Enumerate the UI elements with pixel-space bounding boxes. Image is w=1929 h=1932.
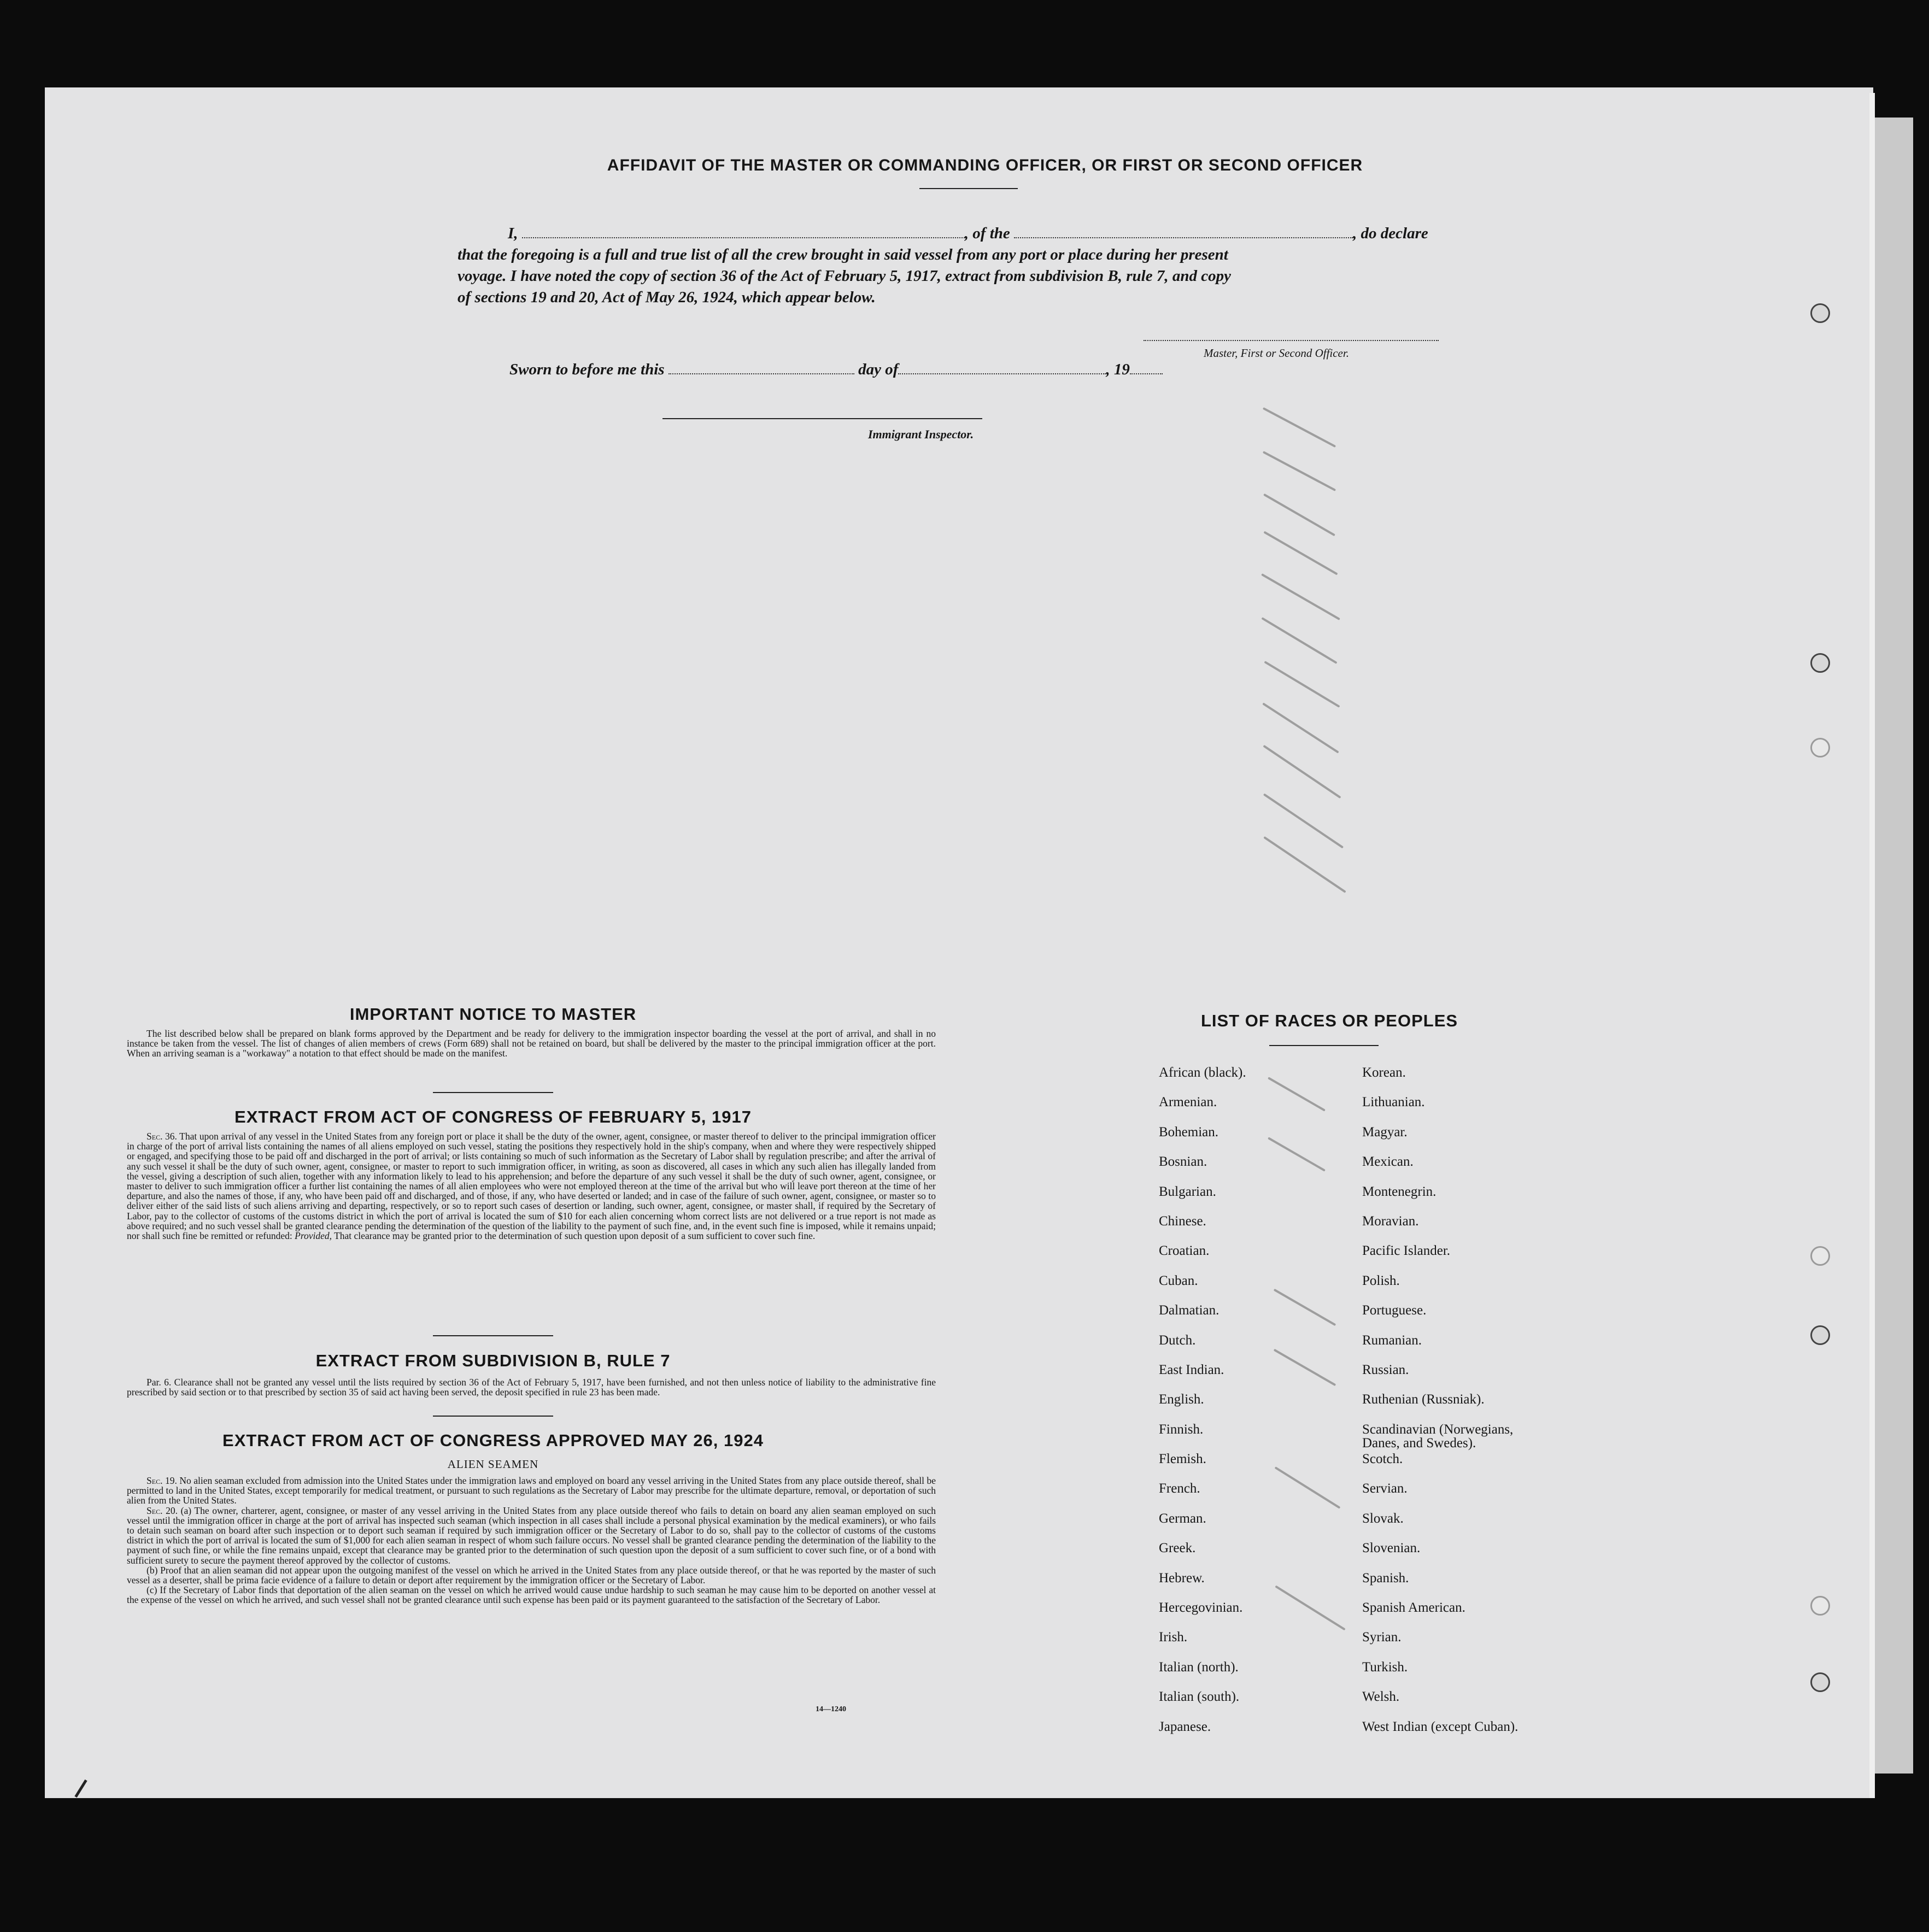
races-left-column (1159, 1066, 1367, 1749)
extract-rule7-heading: EXTRACT FROM SUBDIVISION B, RULE 7 (315, 1351, 671, 1370)
punch-hole (1810, 1325, 1830, 1345)
notice-heading: IMPORTANT NOTICE TO MASTER (349, 1005, 637, 1024)
race-item: Flemish. (1159, 1452, 1206, 1467)
race-item: Dalmatian. (1159, 1303, 1219, 1318)
affidavit-line-1 (458, 223, 1526, 244)
race-item: Italian (north). (1159, 1659, 1239, 1675)
punch-hole (1810, 738, 1830, 757)
punch-hole (1810, 303, 1830, 323)
section-19-label: Sec. 19. (146, 1475, 177, 1486)
extract-1917-heading: EXTRACT FROM ACT OF CONGRESS OF FEBRUARY 5, 1917 (234, 1107, 752, 1126)
race-item: Lithuanian. (1362, 1095, 1425, 1110)
race-item: Slovenian. (1362, 1541, 1421, 1556)
race-item: Bosnian. (1159, 1154, 1207, 1170)
inspector-signature-line[interactable] (662, 418, 982, 419)
sworn-day-blank[interactable] (669, 373, 854, 374)
race-item: Moravian. (1362, 1213, 1419, 1229)
punch-hole (1810, 653, 1830, 673)
race-item: Bulgarian. (1159, 1184, 1216, 1199)
extract-rule7-rule (433, 1416, 553, 1417)
of-the-label: , of the (964, 225, 1010, 242)
race-item: Scandinavian (Norwegians, Danes, and Swedes). (1362, 1422, 1514, 1451)
races-right-column (1362, 1066, 1646, 1749)
affidavit-heading-rule (919, 188, 1018, 189)
pencil-stroke (1263, 745, 1341, 798)
section-20c-paragraph: (c) If the Secretary of Labor finds that deportation of the alien seaman on the vessel on which he arrived would cause undue hardship to such seaman he may cause him to be deported on another vessel at the expense of the vessel on which he arrived, and such vessel shall not be granted clearance until such expense has been paid or its payment guaranteed to the satisfaction of the Secretary of Labor. (127, 1584, 936, 1606)
vessel-blank[interactable] (1014, 237, 1353, 238)
race-item: Russian. (1362, 1362, 1409, 1377)
race-item: East Indian. (1159, 1362, 1224, 1377)
race-item: Montenegrin. (1362, 1184, 1437, 1199)
race-item: Syrian. (1362, 1630, 1402, 1645)
race-item: Ruthenian (Russniak). (1362, 1392, 1485, 1407)
race-item: English. (1159, 1392, 1204, 1407)
affidavit-line-2: that the foregoing is a full and true list of all the crew brought in said vessel from any port or place during her present (458, 246, 1228, 263)
signature-caption: Master, First or Second Officer. (1204, 347, 1349, 360)
day-of-label: day of (858, 361, 899, 378)
pencil-stroke (1262, 702, 1339, 753)
document-page (45, 87, 1873, 1798)
race-item: Servian. (1362, 1481, 1408, 1496)
race-item: Portuguese. (1362, 1303, 1427, 1318)
race-item: Rumanian. (1362, 1332, 1422, 1348)
notice-rule (433, 1092, 553, 1093)
race-item: Spanish. (1362, 1570, 1409, 1585)
alien-seamen-subheading: ALIEN SEAMEN (447, 1458, 539, 1471)
race-item: Scotch. (1362, 1452, 1403, 1467)
race-item: Finnish. (1159, 1422, 1204, 1437)
race-item: African (black). (1159, 1065, 1246, 1080)
sworn-line (509, 361, 1163, 379)
paragraph-6: Par. 6. Clearance shall not be granted any vessel until the lists required by section 36 of the Act of February 5, 1917, have been furnished, and not then unless notice of liability to the administrative fine prescribed by said section or to that prescribed by section 35 of said act having been served, the deposit specified in rule 23 has been made. (127, 1377, 936, 1398)
section-20b-paragraph: (b) Proof that an alien seaman did not appear upon the outgoing manifest of the vessel on which he arrived in the United States from any place outside thereof, or that he was reported by the master of such vessel as a deserter, shall be prima facie evidence of a failure to detain or deport after requirement by the immigration officer or the Secretary of Labor. (127, 1564, 936, 1586)
race-item: Hercegovinian. (1159, 1600, 1243, 1616)
race-item: Hebrew. (1159, 1570, 1205, 1585)
race-item: Armenian. (1159, 1095, 1217, 1110)
pencil-stroke (1263, 531, 1338, 576)
affidavit-line-3: voyage. I have noted the copy of section 36 of the Act of February 5, 1917, extract from subdivision B, rule 7, and copy (458, 267, 1231, 285)
pencil-mark (74, 1780, 87, 1798)
extract-1924-heading: EXTRACT FROM ACT OF CONGRESS APPROVED MAY 26, 1924 (222, 1431, 764, 1450)
race-item: Croatian. (1159, 1243, 1210, 1259)
extract-1917-body (127, 1131, 936, 1241)
race-item: Polish. (1362, 1273, 1400, 1288)
pencil-stroke (1263, 494, 1335, 536)
punch-hole (1810, 1596, 1830, 1616)
name-blank[interactable] (522, 237, 965, 238)
pencil-stroke (1263, 793, 1344, 848)
section-20a-paragraph (127, 1506, 936, 1565)
race-item: West Indian (except Cuban). (1362, 1719, 1518, 1734)
race-item: German. (1159, 1511, 1206, 1526)
provided-word: Provided, (295, 1230, 332, 1242)
race-item: Turkish. (1362, 1659, 1408, 1675)
affidavit-declaration (458, 223, 1526, 308)
inspector-caption: Immigrant Inspector. (868, 427, 974, 441)
punch-hole (1810, 1246, 1830, 1266)
section-20a-text: (a) The owner, charterer, agent, consignee, or master of any vessel arriving in the United States from any place outside thereof who fails to detain on board any alien seaman employed on such vessel until the immigration officer in charge at the port of arrival has inspected such seaman (which inspection in all cases shall include a personal physical examination by the medical examiners), or who fails to detain such seaman on board after such inspection or to deport such seaman if required by such immigration officer or the Secretary of Labor to do so, shall pay to the collector of customs of the customs district in which the port of arrival is located the sum of $1,000 for each alien seaman in respect of whom such failure occurs. No vessel shall be granted clearance pending the determination of the liability to the payment of such fine, or while the fine remains unpaid, except that clearance may be granted prior to the determination of such question upon the deposit of a sum sufficient to cover such fine, or of a bond with sufficient surety to secure the payment thereof approved by the collector of customs. (127, 1505, 936, 1566)
sworn-label: Sworn to before me this (509, 361, 665, 378)
year-prefix: , 19 (1106, 361, 1130, 378)
section-36-paragraph (127, 1131, 936, 1241)
pencil-stroke (1263, 407, 1336, 448)
signature-line[interactable] (1144, 340, 1439, 341)
race-item: Pacific Islander. (1362, 1243, 1451, 1259)
races-heading: LIST OF RACES OR PEOPLES (1200, 1011, 1458, 1030)
extract-1917-rule (433, 1335, 553, 1336)
pencil-stroke (1263, 836, 1346, 893)
race-item: Korean. (1362, 1065, 1406, 1080)
notice-body (127, 1029, 936, 1059)
extract-rule7-body (127, 1377, 936, 1397)
races-rule (1269, 1045, 1379, 1046)
race-item: Irish. (1159, 1630, 1188, 1645)
section-36-text: That upon arrival of any vessel in the United States from any foreign port or place it shall be the duty of the owner, agent, consignee, or master thereof to deliver to the principal immigration officer in charge of the port of arrival lists containing the names of all aliens employed on such vessel, stating the positions they respectively hold in the ship's company, when and where they were respectively shipped or engaged, and specifying those to be paid off and discharged in the port of arrival; or lists containing so much of such information as the Secretary of Labor shall by regulation prescribe; and after the arrival of any such vessel it shall be the duty of such owner, agent, consignee, or master to report to such immigration officer, in writing, as soon as discovered, all cases in which any such alien has illegally landed from the vessel, giving a description of such alien, together with any information likely to lead to his apprehension; and before the departure of any such vessel it shall be the duty of such owner, agent, consignee, or master to deliver to such immigration officer a further list containing the names of all alien employees who were not employed thereon at the time of the arrival but who will leave port thereon at the time of her departure, and also the names of those, if any, who have been paid off and discharged, and of those, if any, who have deserted or landed; and in case of the failure of such owner, agent, consignee, or master so to deliver either of the said lists of such aliens arriving and departing, respectively, or so to report such cases of desertion or landing, such owner, agent, consignee, or master shall, if required by the Secretary of Labor, pay to the collector of customs of the customs district in which the port of arrival is located the sum of $10 for each alien concerning whom correct lists are not delivered or a true report is not made as above required; and no such vessel shall be granted clearance pending the determination of the question of the liability to the payment of such fine, and, in the event such fine is imposed, while it remains unpaid; nor shall such fine be remitted or refunded: (127, 1131, 936, 1242)
notice-paragraph: The list described below shall be prepared on blank forms approved by the Department and be ready for delivery to the immigration inspector boarding the vessel at the port of arrival, and shall in no instance be taken from the vessel. The list of changes of alien members of crews (Form 689) shall not be retained on board, but shall be delivered by the master to the principal immigration officer at the port. When an arriving seaman is a "workaway" a notation to that effect should be made on the manifest. (127, 1028, 936, 1059)
do-declare-label: , do declare (1353, 225, 1428, 242)
section-36-label: Sec. 36. (146, 1131, 177, 1142)
race-item: Bohemian. (1159, 1124, 1219, 1140)
race-item: Chinese. (1159, 1213, 1206, 1229)
pencil-stroke (1261, 617, 1337, 664)
section-19-paragraph (127, 1476, 936, 1506)
sworn-year-blank[interactable] (1130, 373, 1163, 374)
affidavit-heading: AFFIDAVIT OF THE MASTER OR COMMANDING OFFICER, OR FIRST OR SECOND OFFICER (607, 156, 1363, 174)
extract-1924-body (127, 1476, 936, 1605)
race-item: Italian (south). (1159, 1689, 1240, 1705)
race-item: Spanish American. (1362, 1600, 1465, 1616)
race-item: Greek. (1159, 1541, 1196, 1556)
pencil-stroke (1263, 451, 1336, 491)
section-36-tail: That clearance may be granted prior to the determination of such question upon deposit of a sum sufficient to cover such fine. (334, 1230, 816, 1242)
i-label: I, (508, 225, 518, 242)
sheet-edge (1869, 93, 1875, 1798)
race-item: Magyar. (1362, 1124, 1408, 1140)
race-item: Slovak. (1362, 1511, 1404, 1526)
pencil-stroke (1264, 661, 1340, 708)
pencil-stroke (1261, 573, 1340, 620)
section-19-text: No alien seaman excluded from admission into the United States under the immigration laws and employed on board any vessel arriving in the United States from any place outside thereof, shall be permitted to land in the United States, except temporarily for medical treatment, or pursuant to such regulations as the Secretary of Labor may prescribe for the ultimate departure, removal, or deportation of such alien from the United States. (127, 1475, 936, 1506)
form-number: 14—1240 (816, 1705, 846, 1713)
race-item: Japanese. (1159, 1719, 1211, 1734)
race-item: Cuban. (1159, 1273, 1198, 1288)
punch-hole (1810, 1672, 1830, 1692)
race-item: French. (1159, 1481, 1200, 1496)
affidavit-line-4: of sections 19 and 20, Act of May 26, 1924, which appear below. (458, 289, 876, 306)
race-item: Welsh. (1362, 1689, 1400, 1705)
sworn-month-blank[interactable] (898, 373, 1106, 374)
race-item: Mexican. (1362, 1154, 1414, 1170)
section-20-label: Sec. 20. (146, 1505, 178, 1516)
race-item: Dutch. (1159, 1332, 1196, 1348)
